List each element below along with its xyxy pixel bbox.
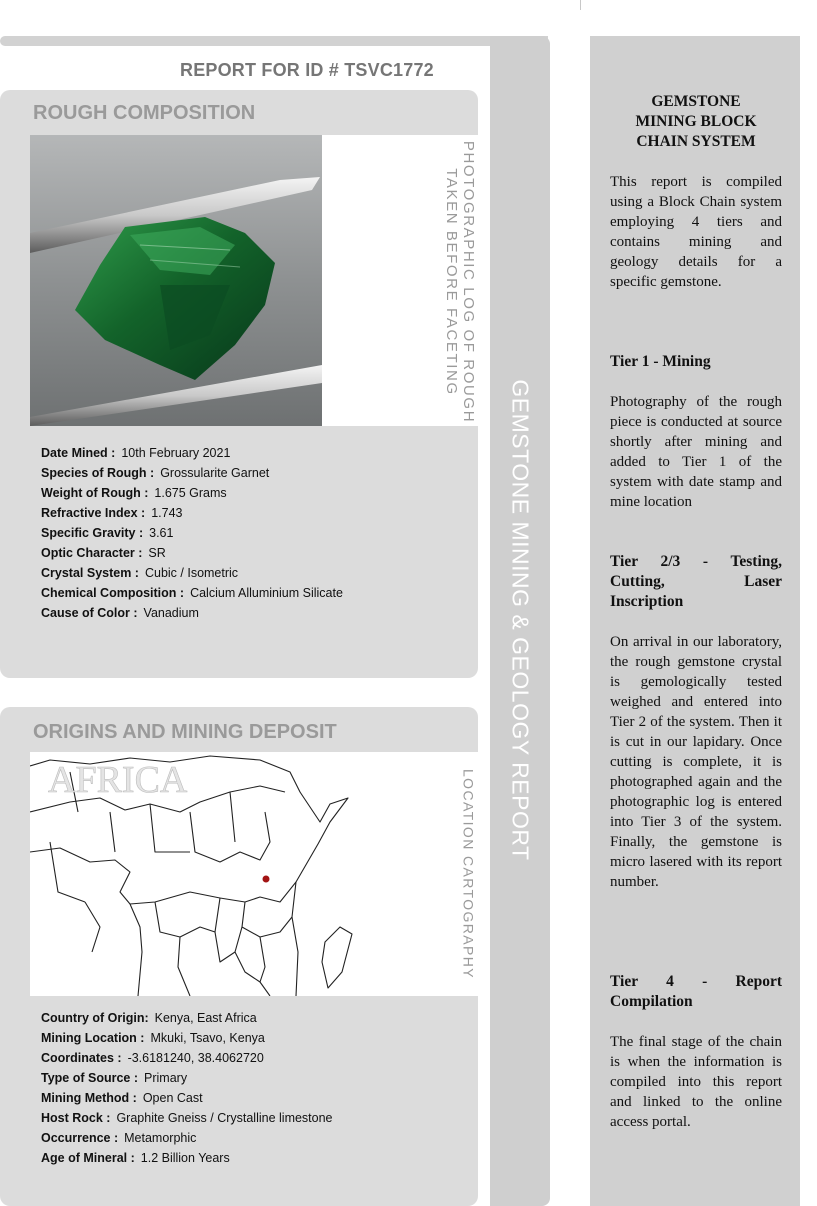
property-label: Weight of Rough :: [41, 486, 149, 500]
property-label: Species of Rough :: [41, 466, 155, 480]
property-label: Country of Origin:: [41, 1011, 149, 1025]
tier2-heading: Tier 2/3 - Testing, Cutting, Laser Inscription: [610, 553, 782, 610]
property-weight: [41, 483, 343, 503]
location-cartography-caption: LOCATION CARTOGRAPHY: [460, 768, 477, 980]
property-value: Metamorphic: [124, 1131, 197, 1145]
tier4-heading: Tier 4 - Report Compilation: [610, 973, 782, 1010]
sidebar-intro: This report is compiled using a Block Chain system employing 4 tiers and contains mining and geology details for a specific gemstone.: [610, 174, 782, 290]
property-value: Grossularite Garnet: [160, 466, 270, 480]
rough-photo-caption: [443, 141, 477, 423]
sidebar-title: GEMSTONE MINING BLOCK CHAIN SYSTEM: [635, 93, 757, 150]
top-divider-mark: [580, 0, 581, 10]
property-value: Vanadium: [143, 606, 199, 620]
property-value: 3.61: [149, 526, 174, 540]
property-refractive-index: [41, 503, 343, 523]
rough-gemstone-image: [30, 135, 322, 426]
vertical-report-title: GEMSTONE MINING & GEOLOGY REPORT: [507, 379, 534, 861]
property-label: Age of Mineral :: [41, 1151, 135, 1165]
origins-title: ORIGINS AND MINING DEPOSIT: [33, 721, 337, 743]
rough-caption-line-1: PHOTOGRAPHIC LOG OF ROUGH: [460, 140, 477, 424]
property-chemical-composition: [41, 583, 343, 603]
property-value: Kenya, East Africa: [154, 1011, 257, 1025]
property-label: Coordinates :: [41, 1051, 122, 1065]
tier2-text: On arrival in our laboratory, the rough gemstone crystal is gemologically tested weighed and entered into Tier 2 of the system. Then it is cut in our lapidary. Once cutting is complete, it is photographed again and the photographic log is entered into Tier 3 of the system. Finally, the gemstone is micro lasered with its report number.: [610, 634, 782, 890]
property-date-mined: [41, 443, 343, 463]
property-coordinates: [41, 1048, 333, 1068]
property-value: Graphite Gneiss / Crystalline limestone: [116, 1111, 333, 1125]
property-label: Date Mined :: [41, 446, 116, 460]
property-label: Type of Source :: [41, 1071, 139, 1085]
property-specific-gravity: [41, 523, 343, 543]
rough-properties-list: [41, 443, 343, 623]
property-value: -3.6181240, 38.4062720: [127, 1051, 264, 1065]
property-age-of-mineral: [41, 1148, 333, 1168]
africa-map-image: [30, 752, 392, 996]
property-occurrence: [41, 1128, 333, 1148]
property-value: Mkuki, Tsavo, Kenya: [150, 1031, 265, 1045]
property-value: 1.743: [151, 506, 183, 520]
property-mining-method: [41, 1088, 333, 1108]
property-value: Calcium Alluminium Silicate: [190, 586, 343, 600]
property-value: Primary: [144, 1071, 188, 1085]
property-value: SR: [148, 546, 166, 560]
tier4-text: The final stage of the chain is when the information is compiled into this report and linked to the online access portal.: [610, 1034, 782, 1130]
property-cause-of-color: [41, 603, 343, 623]
tier1-text: Photography of the rough piece is conducted at source shortly after mining and added to Tier 1 of the system with date stamp and mine location: [610, 394, 782, 510]
property-mining-location: [41, 1028, 333, 1048]
property-value: 1.675 Grams: [154, 486, 227, 500]
africa-map: [30, 752, 392, 996]
property-value: Open Cast: [142, 1091, 203, 1105]
property-label: Occurrence :: [41, 1131, 119, 1145]
property-label: Specific Gravity :: [41, 526, 144, 540]
property-optic-character: [41, 543, 343, 563]
origins-properties-list: [41, 1008, 333, 1168]
property-crystal-system: [41, 563, 343, 583]
property-country: [41, 1008, 333, 1028]
africa-map-label: AFRICA: [48, 759, 188, 801]
property-label: Mining Location :: [41, 1031, 145, 1045]
property-species: [41, 463, 343, 483]
property-host-rock: [41, 1108, 333, 1128]
property-label: Refractive Index :: [41, 506, 146, 520]
property-label: Host Rock :: [41, 1111, 111, 1125]
property-label: Chemical Composition :: [41, 586, 185, 600]
property-value: 10th February 2021: [121, 446, 231, 460]
mine-location-marker: [263, 876, 270, 883]
top-header-bar: [0, 36, 548, 46]
property-label: Crystal System :: [41, 566, 139, 580]
report-id-title: REPORT FOR ID # TSVC1772: [180, 60, 434, 80]
property-type-of-source: [41, 1068, 333, 1088]
property-label: Cause of Color :: [41, 606, 138, 620]
property-value: 1.2 Billion Years: [140, 1151, 230, 1165]
property-label: Mining Method :: [41, 1091, 137, 1105]
rough-gemstone-photo: [30, 135, 322, 426]
rough-caption-line-2: TAKEN BEFORE FACETING: [443, 168, 460, 396]
rough-composition-title: ROUGH COMPOSITION: [33, 102, 256, 124]
tier1-heading: Tier 1 - Mining: [610, 353, 711, 370]
property-value: Cubic / Isometric: [144, 566, 239, 580]
property-label: Optic Character :: [41, 546, 143, 560]
